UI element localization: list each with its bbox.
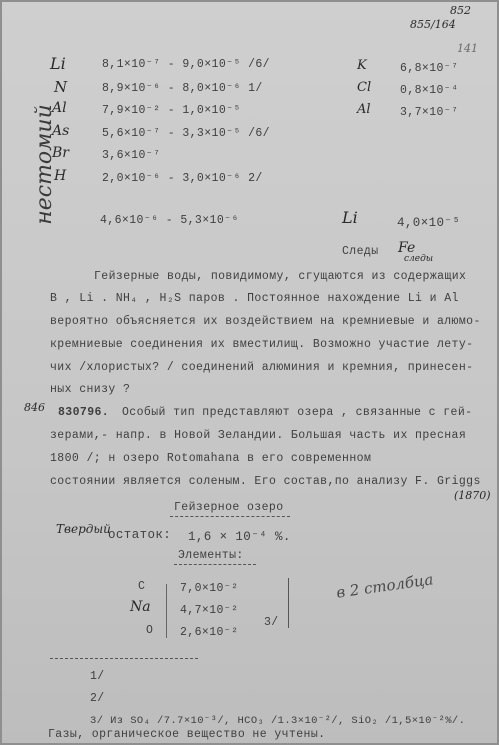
element-symbol: O [146,624,154,637]
element-symbol: Al [52,100,67,116]
para-line: зерами,- напр. в Новой Зеландии. Большая часть их пресная [50,429,467,442]
element-symbol: Na [130,599,151,615]
body-line: чих /хлористых? / соединений алюминия и кремния, принесен- [50,361,474,374]
ref-top: 852 [450,4,471,17]
bracket-left [166,584,167,638]
body-line: В , Li . NH₄ , H₂S паров . Постоянное нахождение Li и Al [50,292,459,305]
table-title-underline [170,516,290,518]
element-symbol: K [357,58,367,73]
para-line: 1800 /; н озеро Rotomahana в его современном [50,452,372,465]
element-note: 3/ [264,616,279,629]
ref-bottom: 855/164 [410,18,456,31]
traces-note: следы [404,254,434,264]
footnote-3: 3/ Из SO₄ /7.7×10⁻³/, HCO₃ /1.3×10⁻²/, SiO₂ /1,5×10⁻²%/. [90,715,466,727]
document-page [2,2,497,743]
bracket-line [288,578,289,628]
body-line: Гейзерные воды, повидимому, сгущаются из содержащих [94,270,467,283]
element-symbol: C [138,580,146,593]
element-symbol: Li [50,54,66,73]
element-value: 5,6×10⁻⁷ - 3,3×10⁻⁵ /6/ [102,127,270,140]
element-value: 8,9×10⁻⁶ - 8,0×10⁻⁶ 1/ [102,82,263,95]
table-title: Гейзерное озеро [174,501,284,514]
footnote-2: 2/ [90,692,105,705]
li-value: 4,0×10⁻⁵ [397,216,461,230]
year-note: (1870) [454,489,491,502]
element-value: 2,0×10⁻⁶ - 3,0×10⁻⁶ 2/ [102,172,263,185]
residue-value: 1,6 × 10⁻⁴ %. [188,530,291,544]
element-symbol: Al [357,102,371,117]
elements-title: Элементы: [178,549,244,562]
traces-value: Fe [398,240,416,256]
body-line: ных снизу ? [50,383,131,396]
residue-label: остаток: [108,528,172,542]
element-value: 0,8×10⁻⁴ [400,84,459,97]
element-symbol: As [52,123,70,139]
li-symbol: Li [342,208,358,227]
elements-title-underline [174,564,256,566]
para-line: состоянии является соленым. Его состав,по анализу F. Griggs [50,475,481,488]
residue-label-hw: Твердый [56,522,111,536]
element-value: 7,0×10⁻² [180,582,239,595]
footer-line: Газы, органическое вещество не учтены. [48,728,326,741]
margin-note: нестомий [31,104,57,225]
element-symbol: Br [52,145,69,161]
element-symbol: H [54,168,67,184]
element-value: 3,6×10⁻⁷ [102,149,161,162]
corner-number: 141 [457,42,478,55]
body-line: кремниевые соединения их вместилищ. Возможно участие лету- [50,338,474,351]
para-number: 830796. [58,406,110,419]
body-line: вероятно объясняется их воздействием на кремниевые и алюмо- [50,315,481,328]
side-note: в 2 столбца [335,570,435,602]
element-value: 4,7×10⁻² [180,604,239,617]
element-value: 3,7×10⁻⁷ [400,106,459,119]
element-value: 8,1×10⁻⁷ - 9,0×10⁻⁵ /6/ [102,58,270,71]
old-number: 846 [24,401,45,414]
element-value: 2,6×10⁻² [180,626,239,639]
footnote-1: 1/ [90,670,105,683]
element-value: 7,9×10⁻² - 1,0×10⁻⁵ [102,104,241,117]
element-value: 6,8×10⁻⁷ [400,62,459,75]
para-line: Особый тип представляют озера , связанные с гей- [122,406,473,419]
element-value: 4,6×10⁻⁶ - 5,3×10⁻⁶ [100,214,239,227]
element-symbol: Cl [357,80,372,95]
element-symbol: N [54,78,68,96]
traces-label: Следы [342,245,379,258]
footnote-separator [50,658,198,660]
